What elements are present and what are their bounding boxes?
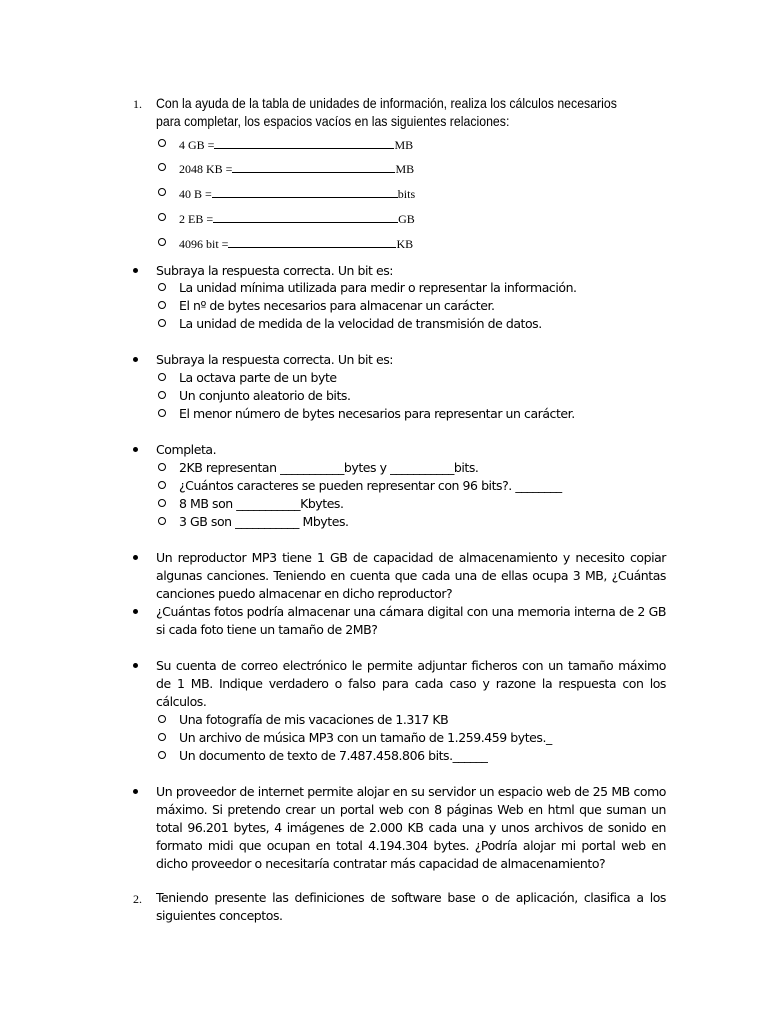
- conversion-unit: bits: [397, 187, 416, 201]
- exercise-paragraph: Un reproductor MP3 tiene 1 GB de capacidad de almacenamiento y necesito copiar algunas canciones. Teniendo en cuenta que cada una de ellas ocupa 3 MB, ¿Cuántas canciones puedo almacenar en dicho reproductor?: [156, 550, 666, 601]
- bullet-icon: [133, 555, 138, 560]
- question-1-line-2: para completar, los espacios vacíos en las siguientes relaciones:: [156, 113, 510, 129]
- bullet-icon: [133, 789, 138, 794]
- open-bullet-icon: [158, 373, 166, 381]
- conversion-item: [179, 161, 414, 177]
- bullet-icon: [133, 447, 138, 452]
- conversion-unit: MB: [395, 162, 415, 176]
- conversion-unit: MB: [394, 138, 414, 152]
- conversion-item: [179, 211, 415, 227]
- answer-blank[interactable]: [213, 211, 398, 223]
- open-bullet-icon: [158, 751, 166, 759]
- true-false-item[interactable]: Un archivo de música MP3 con un tamaño de 1.259.459 bytes._: [179, 730, 552, 745]
- conversion-unit: KB: [396, 237, 414, 251]
- answer-option[interactable]: La unidad de medida de la velocidad de transmisión de datos.: [179, 316, 542, 331]
- open-bullet-icon: [158, 283, 166, 291]
- answer-option[interactable]: El menor número de bytes necesarios para representar un carácter.: [179, 406, 575, 421]
- exercise-title: Subraya la respuesta correcta. Un bit es:: [156, 263, 394, 278]
- question-1-number: 1.: [133, 97, 142, 111]
- exercise-paragraph: ¿Cuántas fotos podría almacenar una cámara digital con una memoria interna de 2 GB si cada foto tiene un tamaño de 2MB?: [156, 604, 666, 637]
- exercise-title: Subraya la respuesta correcta. Un bit es:: [156, 352, 394, 367]
- bullet-icon: [133, 663, 138, 668]
- answer-blank[interactable]: [214, 137, 394, 149]
- conversion-unit: GB: [398, 212, 415, 226]
- conversion-item: [179, 137, 413, 153]
- open-bullet-icon: [158, 301, 166, 309]
- conversion-item: [179, 236, 413, 252]
- open-bullet-icon: [158, 213, 166, 221]
- open-bullet-icon: [158, 463, 166, 471]
- bullet-icon: [133, 609, 138, 614]
- true-false-item[interactable]: Un documento de texto de 7.487.458.806 bits.______: [179, 748, 488, 763]
- question-1-text: [156, 94, 617, 130]
- open-bullet-icon: [158, 517, 166, 525]
- conversion-left: 4096 bit =: [179, 237, 229, 251]
- fill-in-item[interactable]: 8 MB son ___________Kbytes.: [179, 496, 344, 511]
- open-bullet-icon: [158, 238, 166, 246]
- fill-in-item[interactable]: 3 GB son ___________ Mbytes.: [179, 514, 349, 529]
- conversion-left: 40 B =: [179, 187, 212, 201]
- true-false-item[interactable]: Una fotografía de mis vacaciones de 1.317 KB: [179, 712, 449, 727]
- answer-option[interactable]: Un conjunto aleatorio de bits.: [179, 388, 351, 403]
- open-bullet-icon: [158, 481, 166, 489]
- answer-option[interactable]: La octava parte de un byte: [179, 370, 337, 385]
- exercise-title: Completa.: [156, 442, 217, 457]
- question-1-line-1: Con la ayuda de la tabla de unidades de información, realiza los cálculos necesarios: [156, 95, 617, 111]
- conversion-item: [179, 186, 415, 202]
- open-bullet-icon: [158, 163, 166, 171]
- fill-in-item[interactable]: 2KB representan ___________bytes y ___________bits.: [179, 460, 479, 475]
- question-2-number: 2.: [133, 892, 142, 906]
- conversion-left: 2048 KB =: [179, 162, 233, 176]
- open-bullet-icon: [158, 391, 166, 399]
- open-bullet-icon: [158, 188, 166, 196]
- answer-blank[interactable]: [232, 161, 395, 173]
- conversion-left: 4 GB =: [179, 138, 215, 152]
- answer-option[interactable]: El nº de bytes necesarios para almacenar un carácter.: [179, 298, 495, 313]
- open-bullet-icon: [158, 409, 166, 417]
- exercise-paragraph: Su cuenta de correo electrónico le permite adjuntar ficheros con un tamaño máximo de 1 MB. Indique verdadero o falso para cada caso y razone la respuesta con los cálculos.: [156, 658, 666, 709]
- bullet-icon: [133, 357, 138, 362]
- question-2-text: Teniendo presente las definiciones de software base o de aplicación, clasifica a los siguientes conceptos.: [156, 890, 666, 923]
- open-bullet-icon: [158, 733, 166, 741]
- bullet-icon: [133, 268, 138, 273]
- open-bullet-icon: [158, 715, 166, 723]
- open-bullet-icon: [158, 139, 166, 147]
- conversion-left: 2 EB =: [179, 212, 214, 226]
- fill-in-item[interactable]: ¿Cuántos caracteres se pueden representar con 96 bits?. ________: [179, 478, 562, 493]
- answer-option[interactable]: La unidad mínima utilizada para medir o representar la información.: [179, 280, 577, 295]
- open-bullet-icon: [158, 319, 166, 327]
- answer-blank[interactable]: [212, 186, 398, 198]
- answer-blank[interactable]: [228, 236, 396, 248]
- exercise-paragraph: Un proveedor de internet permite alojar en su servidor un espacio web de 25 MB como máximo. Si pretendo crear un portal web con 8 páginas Web en html que suman un total 96.201 bytes, 4 imágenes de 2.000 KB cada una y unos archivos de sonido en formato midi que ocupan en total 4.194.304 bytes. ¿Podría alojar mi portal web en dicho proveedor o necesitaría contratar más capacidad de almacenamiento?: [156, 784, 666, 871]
- open-bullet-icon: [158, 499, 166, 507]
